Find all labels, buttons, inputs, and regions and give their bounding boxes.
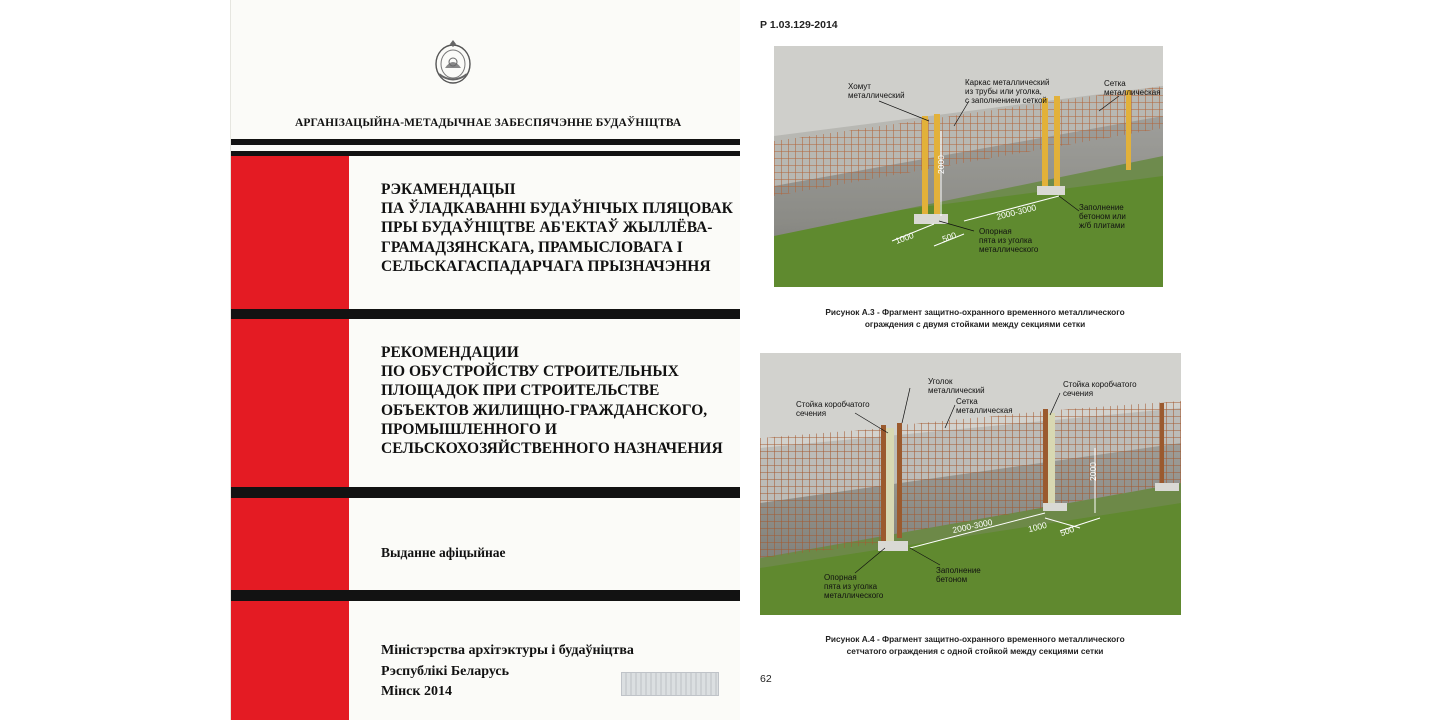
black-bar bbox=[231, 487, 740, 498]
label-clamp: Хомут металлический bbox=[848, 82, 905, 100]
publisher-block bbox=[381, 641, 634, 703]
dim-base: 500 bbox=[940, 229, 958, 245]
label-angle: Уголок металлический bbox=[928, 377, 985, 395]
label-mesh: Сетка металлическая bbox=[1104, 79, 1161, 97]
publisher-line: Рэспублікі Беларусь bbox=[381, 663, 510, 679]
title-line: ПЛОЩАДОК ПРИ СТРОИТЕЛЬСТВЕ bbox=[381, 382, 660, 400]
title-belarusian bbox=[381, 180, 736, 276]
title-russian bbox=[381, 343, 736, 458]
title-line: ГРАМАДЗЯНСКАГА, ПРАМЫСЛОВАГА І bbox=[381, 238, 683, 256]
title-line: СЕЛЬСКАГАСПАДАРЧАГА ПРЫЗНАЧЭННЯ bbox=[381, 257, 711, 275]
title-line: ОБЪЕКТОВ ЖИЛИЩНО-ГРАЖДАНСКОГО, bbox=[381, 401, 708, 419]
label-concrete: Заполнение бетоном или ж/б плитами bbox=[1079, 203, 1126, 230]
black-bar bbox=[231, 309, 740, 319]
title-line: ПРЫ БУДАЎНІЦТВЕ АБ'ЕКТАЎ ЖЫЛЛЁВА- bbox=[381, 219, 713, 237]
title-line: РЕКОМЕНДАЦИИ bbox=[381, 344, 519, 361]
label-base: Опорная пята из уголка металлического bbox=[979, 227, 1039, 254]
dim-post-gap: 1000 bbox=[1027, 519, 1048, 535]
library-stamp bbox=[621, 672, 719, 696]
title-line: СЕЛЬСКОХОЗЯЙСТВЕННОГО НАЗНАЧЕНИЯ bbox=[381, 440, 723, 458]
org-line: АРГАНІЗАЦЫЙНА-МЕТАДЫЧНАЕ ЗАБЕСПЯЧЭННЕ БУДАЎНІЦТВА bbox=[295, 117, 682, 129]
page-number: 62 bbox=[760, 673, 772, 685]
dim-base: 500 bbox=[1058, 523, 1076, 539]
label-base: Опорная пята из уголка металлического bbox=[824, 573, 884, 600]
title-line: ПО ОБУСТРОЙСТВУ СТРОИТЕЛЬНЫХ bbox=[381, 363, 679, 381]
figure-a4 bbox=[760, 353, 1181, 615]
black-bar bbox=[231, 139, 740, 145]
cover-page bbox=[230, 0, 740, 720]
caption-a4: Рисунок А.4 - Фрагмент защитно-охранного временного металлического сетчатого ограждения с одной стойкой между секциями сетки bbox=[825, 634, 1125, 656]
publisher-line: Мінск 2014 bbox=[381, 684, 452, 699]
title-line: ПРОМЫШЛЕННОГО И bbox=[381, 420, 557, 438]
caption-a3: Рисунок А.3 - Фрагмент защитно-охранного временного металлического ограждения с двумя стойками между секциями сетки bbox=[825, 307, 1125, 329]
publisher-line: Міністэрства архітэктуры і будаўніцтва bbox=[381, 643, 634, 658]
dim-post-gap: 1000 bbox=[893, 230, 916, 246]
edition-label: Выданне афіцыйнае bbox=[381, 545, 506, 560]
red-stripe bbox=[231, 319, 349, 487]
label-frame: Каркас металлический из трубы или уголка, с заполнением сеткой bbox=[965, 78, 1050, 105]
label-post-left: Стойка коробчатого сечения bbox=[796, 400, 870, 418]
state-emblem bbox=[431, 38, 475, 86]
title-line: РЭКАМЕНДАЦЫІ bbox=[381, 181, 516, 198]
black-bar bbox=[231, 590, 740, 601]
dim-height: 2000 bbox=[1088, 462, 1098, 481]
label-concrete: Заполнение бетоном bbox=[936, 566, 981, 584]
red-stripe bbox=[231, 601, 349, 720]
dim-span: 2000-3000 bbox=[951, 516, 994, 536]
dim-height: 2000 bbox=[936, 155, 946, 174]
label-post-right: Стойка коробчатого сечения bbox=[1063, 380, 1137, 398]
dim-span: 2000-3000 bbox=[995, 202, 1038, 222]
figure-a3 bbox=[774, 46, 1163, 287]
document-code: Р 1.03.129-2014 bbox=[760, 19, 838, 31]
title-line: ПА ЎЛАДКАВАННІ БУДАЎНІЧЫХ ПЛЯЦОВАК bbox=[381, 200, 733, 218]
red-stripe bbox=[231, 156, 349, 309]
document-page bbox=[740, 0, 1210, 720]
label-mesh: Сетка металлическая bbox=[956, 397, 1013, 415]
red-stripe bbox=[231, 498, 349, 590]
